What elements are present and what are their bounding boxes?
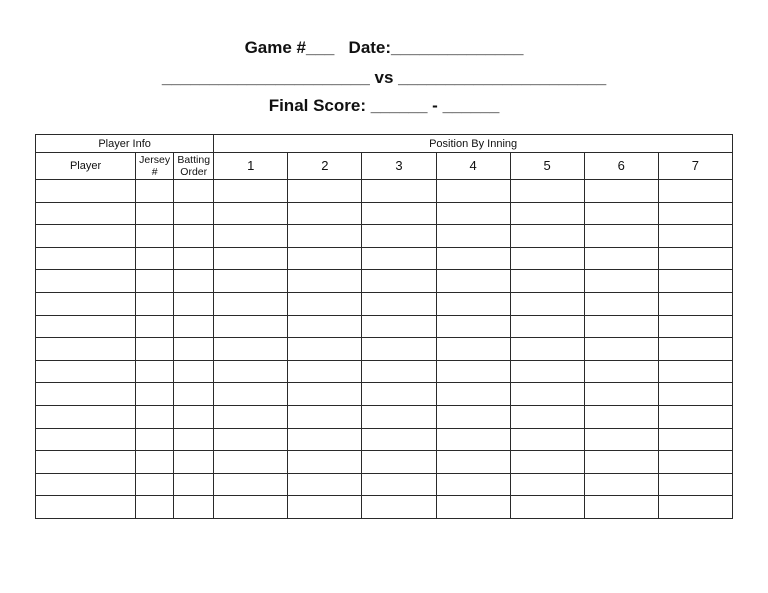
inning-5-cell	[510, 405, 584, 428]
inning-1-cell	[214, 202, 288, 225]
inning-2-cell	[288, 180, 362, 203]
inning-4-cell	[436, 247, 510, 270]
inning-5-cell	[510, 428, 584, 451]
jersey-header-line2: #	[151, 166, 158, 178]
inning-header-6: 6	[584, 153, 658, 180]
table-row	[36, 315, 733, 338]
jersey-cell	[136, 496, 174, 519]
inning-2-cell	[288, 202, 362, 225]
batting-order-cell	[174, 202, 214, 225]
inning-6-cell	[584, 270, 658, 293]
jersey-cell	[136, 247, 174, 270]
inning-6-cell	[584, 473, 658, 496]
player-cell	[36, 405, 136, 428]
inning-4-cell	[436, 451, 510, 474]
inning-3-cell	[362, 473, 436, 496]
jersey-cell	[136, 405, 174, 428]
inning-4-cell	[436, 428, 510, 451]
inning-1-cell	[214, 315, 288, 338]
inning-4-cell	[436, 270, 510, 293]
inning-5-cell	[510, 225, 584, 248]
inning-5-cell	[510, 202, 584, 225]
table-row	[36, 202, 733, 225]
inning-3-cell	[362, 405, 436, 428]
jersey-cell	[136, 292, 174, 315]
inning-1-cell	[214, 270, 288, 293]
inning-4-cell	[436, 405, 510, 428]
inning-4-cell	[436, 360, 510, 383]
table-row	[36, 180, 733, 203]
inning-5-cell	[510, 473, 584, 496]
final-score-line: Final Score: ______ - ______	[268, 96, 500, 115]
inning-1-cell	[214, 496, 288, 519]
inning-6-cell	[584, 315, 658, 338]
inning-7-cell	[658, 473, 732, 496]
table-row	[36, 338, 733, 361]
inning-6-cell	[584, 428, 658, 451]
inning-7-cell	[658, 496, 732, 519]
inning-4-cell	[436, 180, 510, 203]
inning-7-cell	[658, 383, 732, 406]
inning-header-4: 4	[436, 153, 510, 180]
inning-7-cell	[658, 270, 732, 293]
inning-6-cell	[584, 451, 658, 474]
inning-6-cell	[584, 247, 658, 270]
teams-vs-line: ______________________ vs ______________________	[161, 68, 607, 87]
inning-4-cell	[436, 338, 510, 361]
inning-3-cell	[362, 202, 436, 225]
inning-2-cell	[288, 405, 362, 428]
inning-5-cell	[510, 338, 584, 361]
player-info-header: Player Info	[36, 135, 214, 153]
jersey-cell	[136, 180, 174, 203]
inning-2-cell	[288, 225, 362, 248]
inning-2-cell	[288, 496, 362, 519]
player-cell	[36, 496, 136, 519]
batting-order-column-header	[174, 153, 214, 180]
inning-7-cell	[658, 202, 732, 225]
inning-6-cell	[584, 180, 658, 203]
jersey-cell	[136, 360, 174, 383]
inning-2-cell	[288, 270, 362, 293]
inning-4-cell	[436, 225, 510, 248]
batting-order-cell	[174, 360, 214, 383]
inning-7-cell	[658, 247, 732, 270]
inning-3-cell	[362, 451, 436, 474]
inning-5-cell	[510, 451, 584, 474]
inning-6-cell	[584, 360, 658, 383]
table-row	[36, 360, 733, 383]
batting-order-cell	[174, 180, 214, 203]
inning-6-cell	[584, 383, 658, 406]
game-date-line: Game #___ Date:______________	[244, 38, 524, 57]
table-row	[36, 428, 733, 451]
batting-order-cell	[174, 225, 214, 248]
inning-header-7: 7	[658, 153, 732, 180]
inning-7-cell	[658, 451, 732, 474]
player-cell	[36, 428, 136, 451]
batting-order-cell	[174, 451, 214, 474]
inning-4-cell	[436, 202, 510, 225]
inning-5-cell	[510, 180, 584, 203]
inning-header-3: 3	[362, 153, 436, 180]
inning-2-cell	[288, 473, 362, 496]
inning-4-cell	[436, 473, 510, 496]
jersey-cell	[136, 225, 174, 248]
player-cell	[36, 292, 136, 315]
lineup-table	[35, 134, 733, 519]
inning-2-cell	[288, 360, 362, 383]
batting-header-line2: Order	[180, 166, 208, 178]
jersey-cell	[136, 202, 174, 225]
batting-order-cell	[174, 496, 214, 519]
inning-6-cell	[584, 225, 658, 248]
jersey-column-header	[136, 153, 174, 180]
inning-6-cell	[584, 338, 658, 361]
inning-2-cell	[288, 315, 362, 338]
jersey-cell	[136, 315, 174, 338]
inning-3-cell	[362, 247, 436, 270]
inning-1-cell	[214, 383, 288, 406]
table-row	[36, 451, 733, 474]
inning-6-cell	[584, 202, 658, 225]
inning-1-cell	[214, 405, 288, 428]
inning-header-2: 2	[288, 153, 362, 180]
inning-5-cell	[510, 383, 584, 406]
table-row	[36, 270, 733, 293]
inning-3-cell	[362, 315, 436, 338]
player-cell	[36, 202, 136, 225]
inning-3-cell	[362, 270, 436, 293]
batting-order-cell	[174, 383, 214, 406]
player-cell	[36, 360, 136, 383]
inning-5-cell	[510, 292, 584, 315]
inning-1-cell	[214, 473, 288, 496]
jersey-cell	[136, 428, 174, 451]
inning-1-cell	[214, 428, 288, 451]
inning-4-cell	[436, 292, 510, 315]
inning-5-cell	[510, 270, 584, 293]
player-cell	[36, 225, 136, 248]
batting-order-cell	[174, 270, 214, 293]
player-cell	[36, 338, 136, 361]
table-row	[36, 247, 733, 270]
inning-header-1: 1	[214, 153, 288, 180]
table-row	[36, 225, 733, 248]
inning-1-cell	[214, 292, 288, 315]
inning-5-cell	[510, 360, 584, 383]
inning-7-cell	[658, 225, 732, 248]
inning-3-cell	[362, 496, 436, 519]
batting-order-cell	[174, 315, 214, 338]
inning-4-cell	[436, 496, 510, 519]
jersey-cell	[136, 473, 174, 496]
inning-3-cell	[362, 383, 436, 406]
table-row	[36, 383, 733, 406]
inning-1-cell	[214, 225, 288, 248]
inning-header-5: 5	[510, 153, 584, 180]
batting-order-cell	[174, 405, 214, 428]
inning-7-cell	[658, 315, 732, 338]
player-cell	[36, 270, 136, 293]
inning-1-cell	[214, 451, 288, 474]
batting-order-cell	[174, 247, 214, 270]
position-by-inning-header: Position By Inning	[214, 135, 733, 153]
batting-order-cell	[174, 428, 214, 451]
inning-3-cell	[362, 225, 436, 248]
inning-4-cell	[436, 315, 510, 338]
lineup-table-body	[36, 180, 733, 519]
inning-7-cell	[658, 338, 732, 361]
player-cell	[36, 247, 136, 270]
inning-1-cell	[214, 247, 288, 270]
inning-2-cell	[288, 338, 362, 361]
inning-5-cell	[510, 315, 584, 338]
inning-3-cell	[362, 338, 436, 361]
batting-order-cell	[174, 338, 214, 361]
inning-2-cell	[288, 383, 362, 406]
table-row	[36, 405, 733, 428]
player-cell	[36, 473, 136, 496]
inning-5-cell	[510, 496, 584, 519]
player-column-header: Player	[36, 153, 136, 180]
player-cell	[36, 383, 136, 406]
jersey-cell	[136, 383, 174, 406]
inning-6-cell	[584, 496, 658, 519]
table-row	[36, 496, 733, 519]
inning-2-cell	[288, 451, 362, 474]
inning-1-cell	[214, 338, 288, 361]
inning-1-cell	[214, 360, 288, 383]
inning-2-cell	[288, 292, 362, 315]
inning-2-cell	[288, 247, 362, 270]
batting-order-cell	[174, 292, 214, 315]
inning-7-cell	[658, 180, 732, 203]
jersey-cell	[136, 451, 174, 474]
inning-7-cell	[658, 292, 732, 315]
inning-5-cell	[510, 247, 584, 270]
jersey-cell	[136, 338, 174, 361]
inning-7-cell	[658, 405, 732, 428]
inning-3-cell	[362, 180, 436, 203]
jersey-cell	[136, 270, 174, 293]
player-cell	[36, 315, 136, 338]
inning-4-cell	[436, 383, 510, 406]
table-row	[36, 292, 733, 315]
inning-7-cell	[658, 360, 732, 383]
inning-3-cell	[362, 428, 436, 451]
player-cell	[36, 180, 136, 203]
inning-1-cell	[214, 180, 288, 203]
batting-order-cell	[174, 473, 214, 496]
jersey-header-line1: Jersey	[139, 154, 171, 166]
inning-6-cell	[584, 292, 658, 315]
inning-3-cell	[362, 360, 436, 383]
player-cell	[36, 451, 136, 474]
inning-6-cell	[584, 405, 658, 428]
batting-header-line1: Batting	[177, 154, 211, 166]
inning-2-cell	[288, 428, 362, 451]
inning-3-cell	[362, 292, 436, 315]
inning-7-cell	[658, 428, 732, 451]
table-row	[36, 473, 733, 496]
